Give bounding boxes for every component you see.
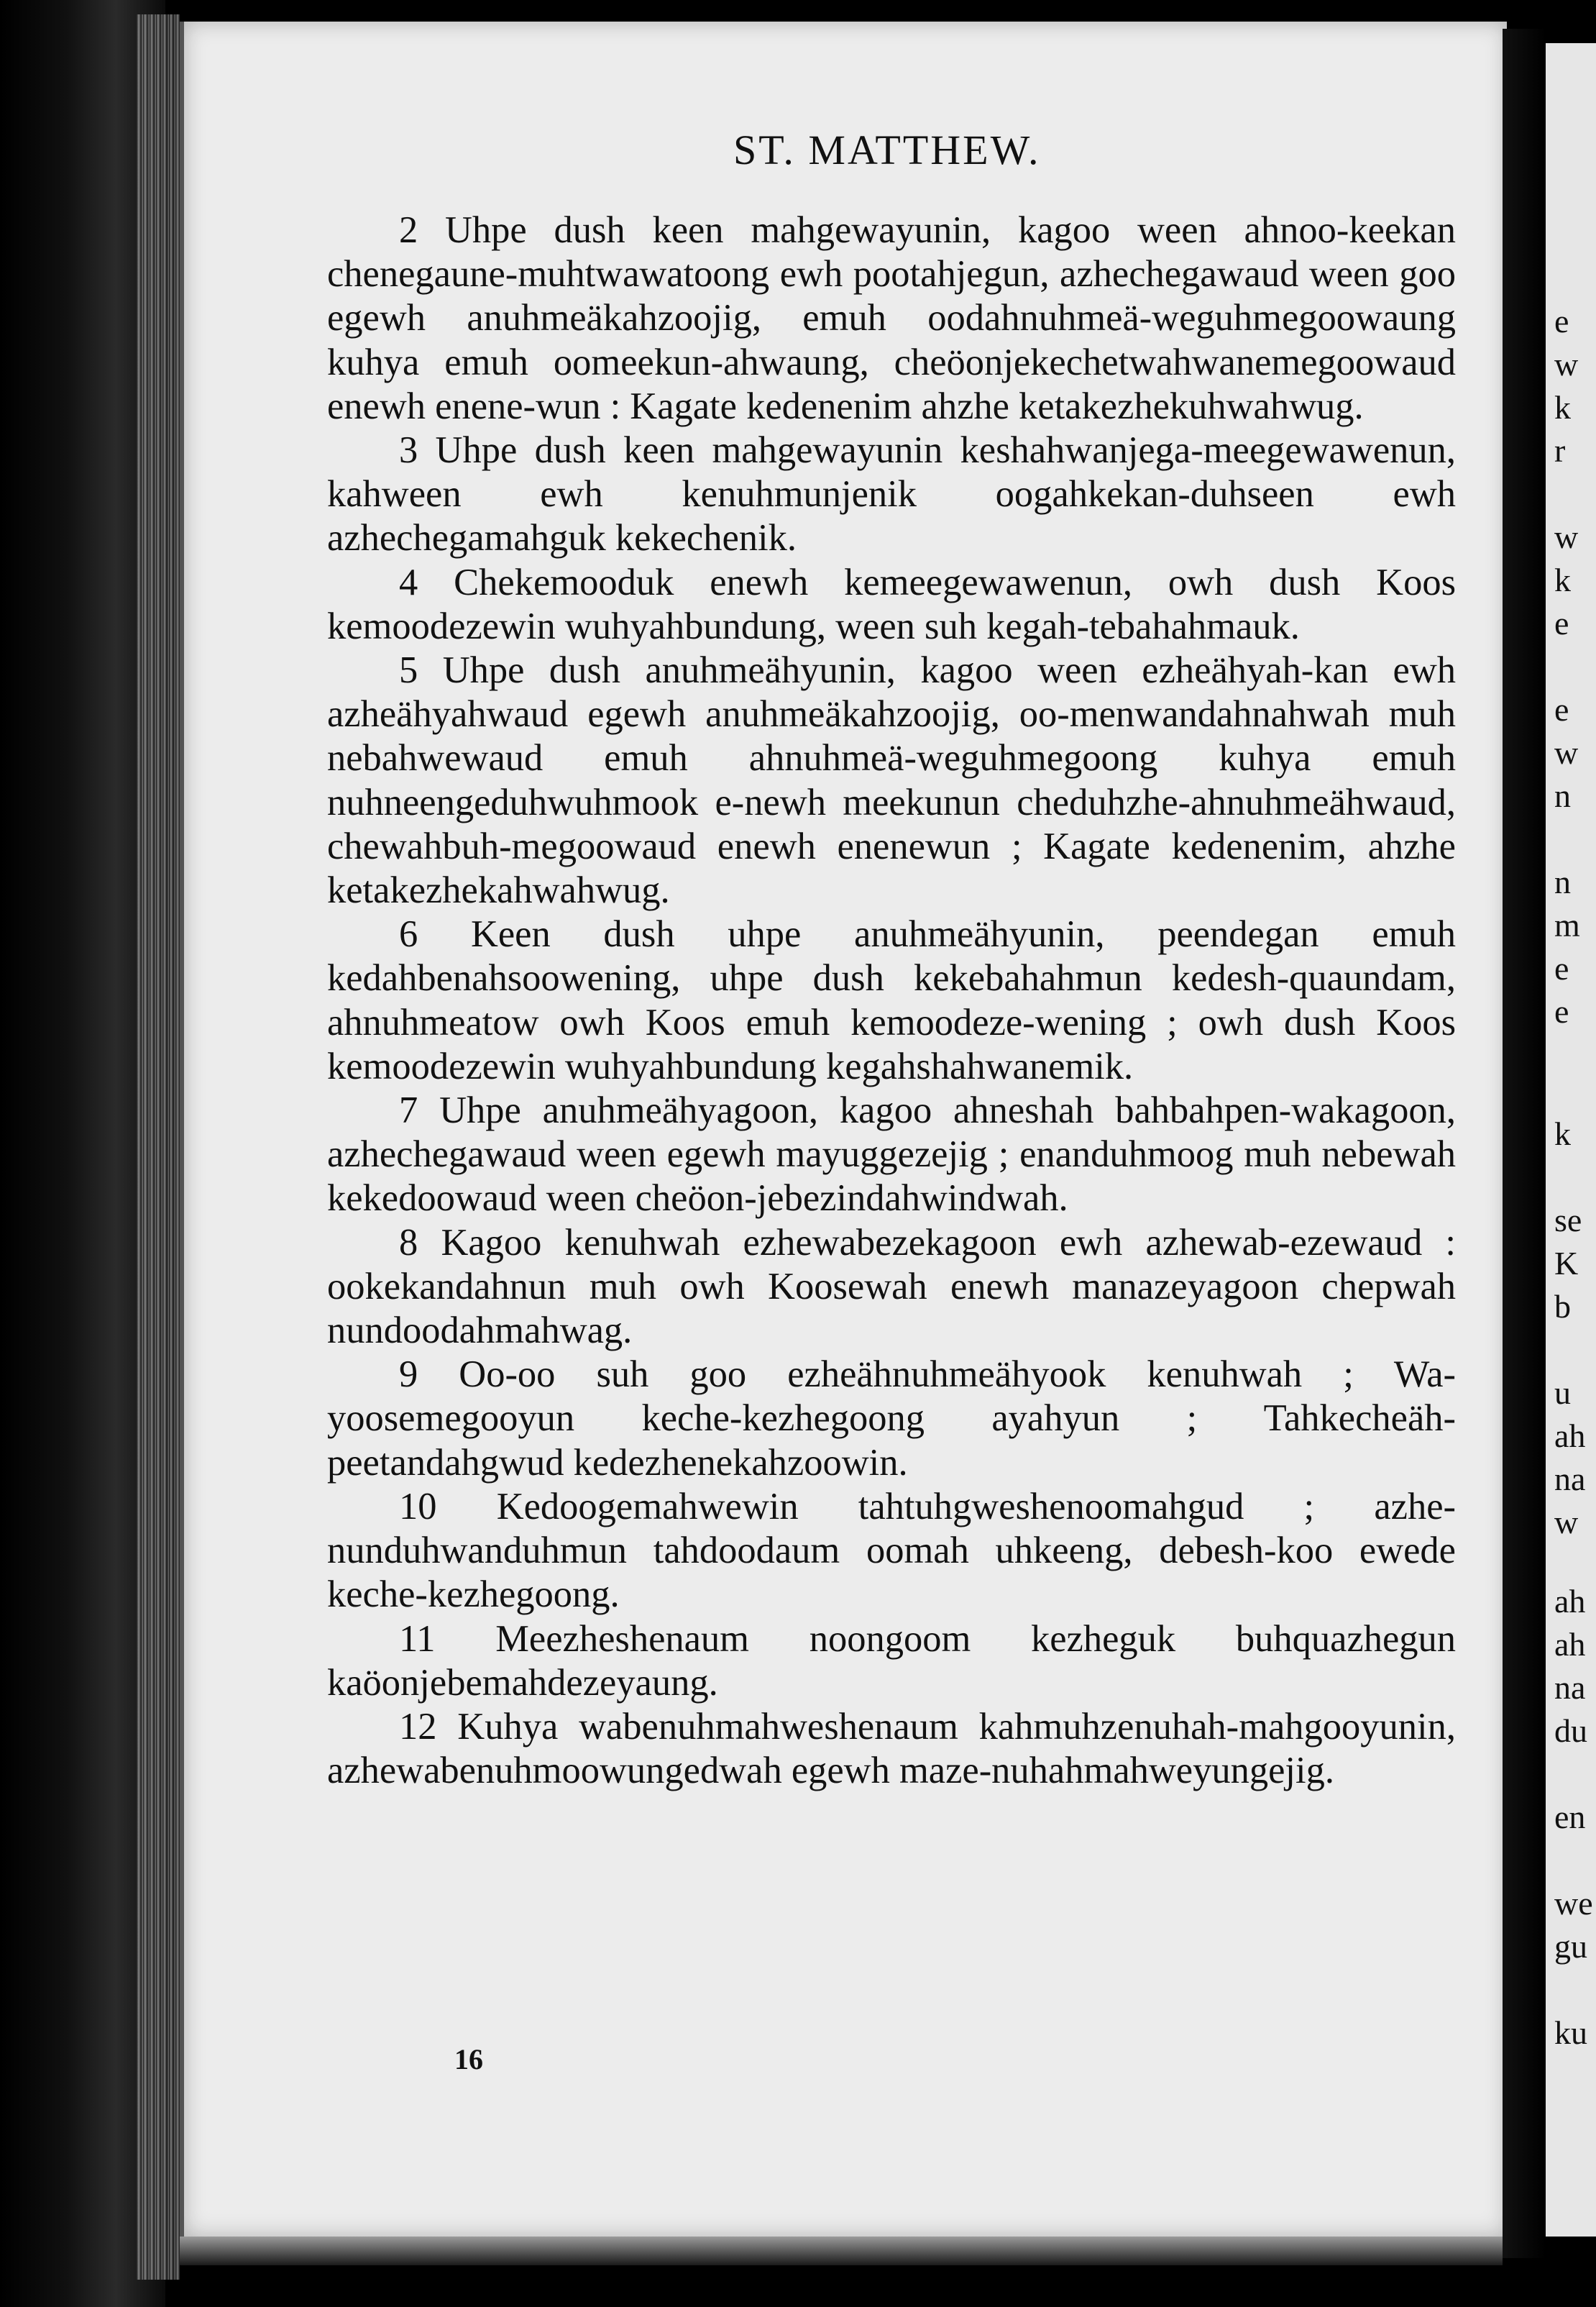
page-number: 16 bbox=[454, 2043, 483, 2075]
adjacent-fragment: n bbox=[1554, 864, 1571, 900]
adjacent-fragment: n bbox=[1554, 777, 1571, 814]
verse-12: 12 Kuhya wabenuhmahweshenaum kahmuhzenuhah-mahgooyunin, azhewabenuhmoowungedwah egewh maze-nuhahmahweyungejig. bbox=[327, 1705, 1456, 1792]
adjacent-fragment: e bbox=[1554, 993, 1569, 1030]
adjacent-fragment: w bbox=[1554, 346, 1579, 383]
page-bottom-edge bbox=[180, 2237, 1503, 2265]
adjacent-fragment: e bbox=[1554, 303, 1569, 339]
verse-6: 6 Keen dush uhpe anuhmeähyunin, peendegan emuh kedahbenahsoowening, uhpe dush kekebahahmun kedesh-quaundam, ahnuhmeatow owh Koos emuh kemoodeze-wening ; owh dush Koos kemoodezewin wuhyahbundung kegahshahwanemik. bbox=[327, 913, 1456, 1087]
verse-4: 4 Chekemooduk enewh kemeegewawenun, owh dush Koos kemoodezewin wuhyahbundung, ween suh kegah-tebahahmauk. bbox=[327, 561, 1456, 647]
verse-9: 9 Oo-oo suh goo ezheähnuhmeähyook kenuhwah ; Wa-yoosemegooyun keche-kezhegoong ayahyun ; Tahkecheäh-peetandahgwud kedezhenekahzoowin. bbox=[327, 1353, 1456, 1484]
verse-text-block bbox=[327, 209, 1456, 1793]
adjacent-fragment: en bbox=[1554, 1799, 1586, 1835]
verse-10: 10 Kedoogemahwewin tahtuhgweshenoomahgud ; azhe-nunduhwanduhmun tahdoodaum oomah uhkeeng, debesh-koo ewede keche-kezhegoong. bbox=[327, 1485, 1456, 1616]
adjacent-fragment: ah bbox=[1554, 1583, 1586, 1620]
adjacent-fragment: w bbox=[1554, 518, 1579, 555]
adjacent-fragment: na bbox=[1554, 1669, 1586, 1706]
verse-11: 11 Meezheshenaum noongoom kezheguk buhquazhegun kaöonjebemahdezeyaung. bbox=[327, 1617, 1456, 1704]
verse-8: 8 Kagoo kenuhwah ezhewabezekagoon ewh azhewab-ezewaud : ookekandahnun muh owh Koosewah enewh manazeyagoon chepwah nundoodahmahwag. bbox=[327, 1221, 1456, 1352]
adjacent-fragment: r bbox=[1554, 432, 1566, 469]
adjacent-fragment: we bbox=[1554, 1885, 1593, 1922]
adjacent-fragment: k bbox=[1554, 1115, 1571, 1152]
verse-3: 3 Uhpe dush keen mahgewayunin keshahwanjega-meegewawenun, kahween ewh kenuhmunjenik oogahkekan-duhseen ewh azhechegamahguk kekechenik. bbox=[327, 429, 1456, 559]
adjacent-fragment: ku bbox=[1554, 2014, 1587, 2051]
verse-5: 5 Uhpe dush anuhmeähyunin, kagoo ween ezheähyah-kan ewh azheähyahwaud egewh anuhmeäkahzoojig, oo-menwandahnahwah muh nebahwewaud emuh ahnuhmeä-weguhmegoong kuhya emuh nuhneengeduhwuhmook e-newh meekunun cheduhzhe-ahnuhmeähwaud, chewahbuh-megoowaud enewh enenewun ; Kagate kedenenim, ahzhe ketakezhekahwahwug. bbox=[327, 649, 1456, 912]
adjacent-fragment: se bbox=[1554, 1202, 1582, 1238]
adjacent-fragment: du bbox=[1554, 1712, 1587, 1749]
adjacent-fragment: u bbox=[1554, 1374, 1571, 1411]
gutter-shadow bbox=[1503, 29, 1546, 2258]
adjacent-fragment: w bbox=[1554, 1504, 1579, 1540]
adjacent-fragment: ah bbox=[1554, 1626, 1586, 1663]
adjacent-fragment: ah bbox=[1554, 1417, 1586, 1454]
adjacent-fragment: m bbox=[1554, 907, 1580, 944]
adjacent-fragment: e bbox=[1554, 605, 1569, 641]
verse-7: 7 Uhpe anuhmeähyagoon, kagoo ahneshah bahbahpen-wakagoon, azhechegawaud ween egewh mayuggezejig ; enanduhmoog muh nebewah kekedoowaud ween cheöon-jebezindahwindwah. bbox=[327, 1089, 1456, 1220]
adjacent-fragment: na bbox=[1554, 1461, 1586, 1497]
adjacent-fragment: e bbox=[1554, 691, 1569, 728]
adjacent-fragment: w bbox=[1554, 734, 1579, 771]
page-edges bbox=[137, 14, 180, 2280]
verse-2: 2 Uhpe dush keen mahgewayunin, kagoo ween ahnoo-keekan chenegaune-muhtwawatoong ewh pootahjegun, azhechegawaud ween goo egewh anuhmeäkahzoojig, emuh oodahnuhmeä-weguhmegoowaung kuhya emuh oomeekun-ahwaung, cheöonjekechetwahwanemegoowaud enewh enene-wun : Kagate kedenenim ahzhe ketakezhekuhwahwug. bbox=[327, 209, 1456, 427]
adjacent-fragment: e bbox=[1554, 950, 1569, 987]
running-head: ST. MATTHEW. bbox=[733, 127, 1041, 173]
adjacent-fragment: k bbox=[1554, 562, 1571, 598]
adjacent-fragment: b bbox=[1554, 1288, 1571, 1325]
adjacent-fragment: k bbox=[1554, 389, 1571, 426]
adjacent-page bbox=[1546, 43, 1596, 2237]
adjacent-fragment: K bbox=[1554, 1245, 1579, 1282]
adjacent-fragment: gu bbox=[1554, 1928, 1587, 1965]
